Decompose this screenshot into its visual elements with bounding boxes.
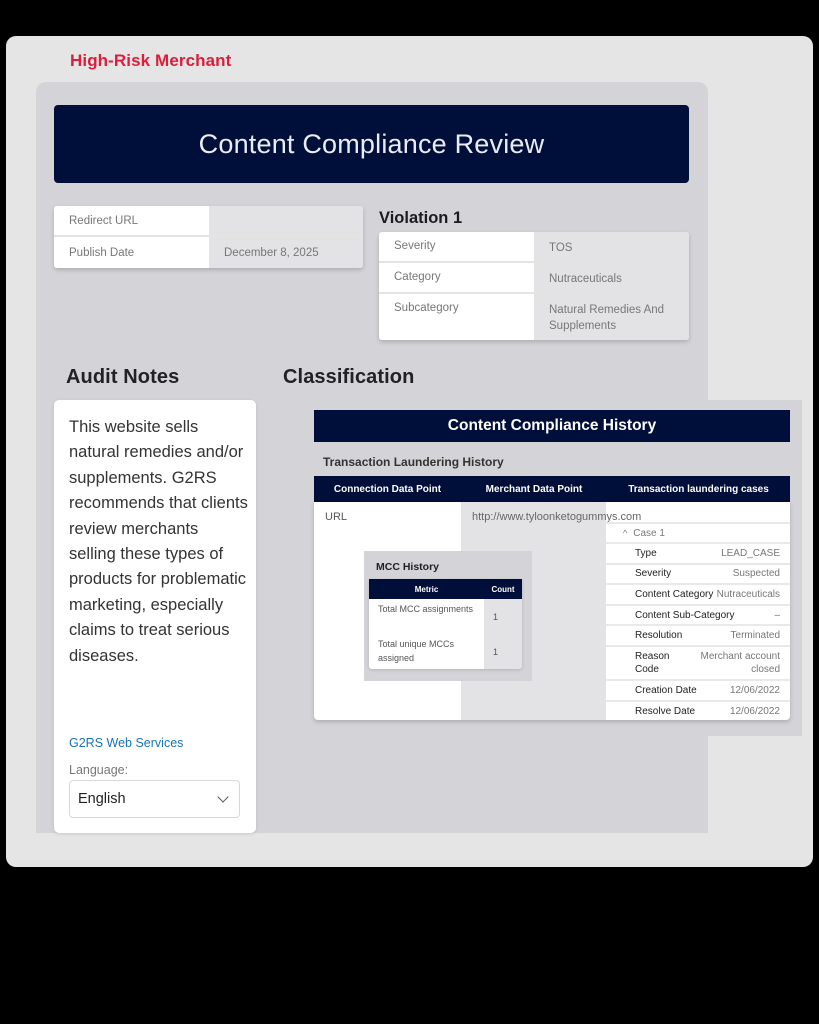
case-field-key: Reason Code — [635, 650, 670, 676]
case-field-key: Content Sub-Category — [635, 609, 735, 621]
g2rs-web-services-link[interactable]: G2RS Web Services — [69, 736, 184, 750]
meta-key: Publish Date — [54, 237, 209, 268]
classification-heading: Classification — [283, 366, 415, 388]
column-header-count: Count — [491, 584, 515, 594]
audit-notes-heading: Audit Notes — [66, 366, 180, 388]
violation-table — [379, 232, 689, 340]
mcc-history-card — [364, 551, 532, 681]
risk-badge-title: High-Risk Merchant — [70, 51, 232, 70]
language-label: Language: — [69, 763, 129, 777]
column-header-cases: Transaction laundering cases — [628, 483, 769, 495]
mcc-row — [369, 634, 522, 669]
case-field-value: – — [774, 609, 780, 621]
meta-table — [54, 206, 363, 268]
page-title: Content Compliance Review — [54, 105, 689, 183]
case-field — [606, 544, 790, 565]
chevron-down-icon — [217, 791, 228, 802]
case-field-value: 12/06/2022 — [729, 706, 780, 718]
meta-row-publish-date — [54, 237, 363, 268]
case-field-value: Suspected — [732, 568, 780, 580]
case-field — [606, 585, 790, 606]
tl-table-header — [314, 476, 790, 502]
violation-title: Violation 1 — [379, 209, 463, 227]
case-field — [606, 702, 790, 720]
violation-key: Subcategory — [379, 294, 534, 340]
mcc-table-header — [369, 579, 522, 599]
column-header-metric: Metric — [414, 584, 439, 594]
mcc-metric: Total unique MCCs assigned — [378, 639, 455, 663]
violation-row-category — [379, 263, 689, 294]
audit-notes-card — [54, 400, 256, 833]
violation-key: Category — [379, 263, 534, 292]
mcc-table — [369, 579, 522, 669]
case-field-value: 12/06/2022 — [729, 684, 780, 696]
language-selected-value: English — [78, 791, 126, 807]
case-top-row — [606, 502, 790, 524]
case-field — [606, 681, 790, 702]
meta-key: Redirect URL — [54, 206, 209, 235]
meta-value: December 8, 2025 — [209, 237, 363, 268]
violation-key: Severity — [379, 232, 534, 261]
mcc-history-title: MCC History — [376, 561, 440, 573]
case-field-value: Terminated — [730, 630, 780, 642]
case-field-key: Creation Date — [635, 684, 697, 696]
mcc-row — [369, 599, 522, 634]
case-field-key: Resolution — [635, 630, 683, 642]
transaction-laundering-subtitle: Transaction Laundering History — [323, 455, 504, 469]
case-field-key: Resolve Date — [635, 706, 696, 718]
case-field — [606, 626, 790, 647]
case-field — [606, 565, 790, 586]
violation-row-severity — [379, 232, 689, 263]
column-header-connection: Connection Data Point — [333, 483, 442, 495]
violation-row-subcategory — [379, 294, 689, 340]
audit-notes-text: This website sells natural remedies and/or supplements. G2RS recommends that clients review merchants selling these types of products for problematic marketing, especially claims to treat serious diseases. — [69, 418, 248, 665]
case-field-key: Type — [635, 547, 657, 559]
meta-value — [209, 206, 363, 235]
column-header-merchant: Merchant Data Point — [485, 483, 583, 495]
case-field-value: Nutraceuticals — [716, 588, 780, 600]
case-field-value: Merchant account closed — [700, 650, 780, 676]
case-label: Case 1 — [633, 527, 665, 539]
mcc-count: 1 — [484, 634, 522, 669]
merchant-data-point: http://www.tyloonketogummys.com — [472, 511, 642, 523]
mcc-metric: Total MCC assignments — [378, 604, 474, 614]
language-select[interactable] — [69, 780, 240, 818]
violation-value: Nutraceuticals — [534, 263, 689, 292]
case-1-toggle[interactable] — [606, 524, 790, 544]
cases-list — [606, 502, 790, 720]
case-field-key: Content Category — [635, 588, 714, 600]
violation-value: TOS — [534, 232, 689, 261]
case-field — [606, 647, 790, 681]
case-field-key: Severity — [635, 568, 672, 580]
chevron-up-icon: ^ — [623, 528, 628, 538]
case-field-value: LEAD_CASE — [721, 547, 780, 559]
meta-row-redirect-url — [54, 206, 363, 237]
mcc-count: 1 — [484, 599, 522, 634]
connection-data-point: URL — [325, 511, 348, 523]
case-field — [606, 606, 790, 627]
history-title: Content Compliance History — [314, 410, 790, 442]
violation-value: Natural Remedies And Supplements — [534, 294, 689, 340]
